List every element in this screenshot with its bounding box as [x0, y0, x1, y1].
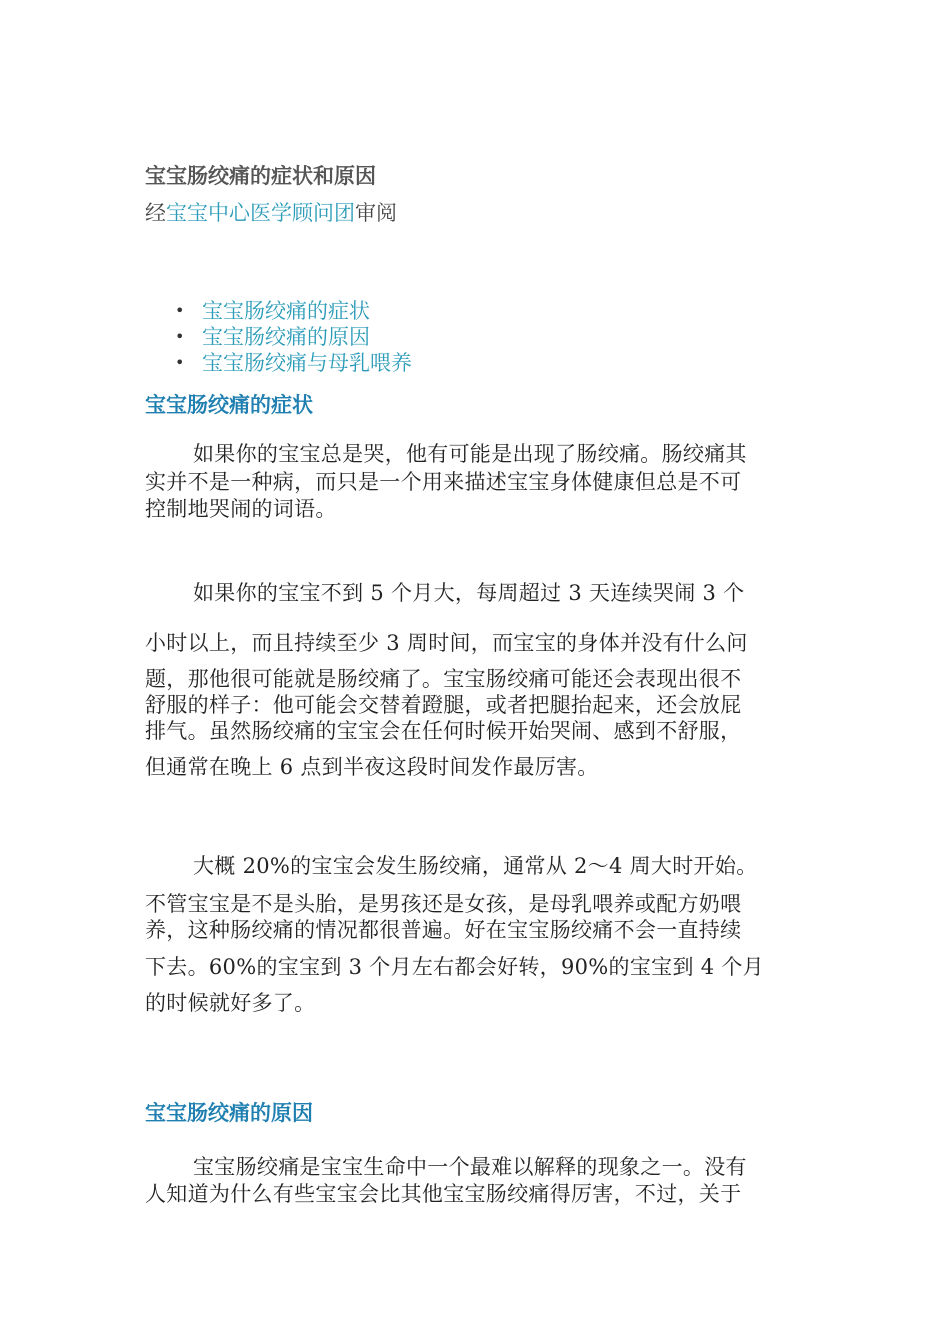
document-page	[145, 0, 807, 1344]
section-heading-symptoms: 宝宝肠绞痛的症状	[145, 393, 313, 417]
paragraph-line: 控制地哭闹的词语。	[145, 497, 337, 521]
toc-link[interactable]: 宝宝肠绞痛的原因	[202, 325, 370, 349]
bullet-icon: •	[175, 327, 185, 346]
paragraph-line: 大概 20%的宝宝会发生肠绞痛，通常从 2～4 周大时开始。	[193, 854, 758, 878]
paragraph-line: 不管宝宝是不是头胎，是男孩还是女孩，是母乳喂养或配方奶喂	[145, 892, 742, 916]
paragraph-line: 排气。虽然肠绞痛的宝宝会在任何时候开始哭闹、感到不舒服，	[145, 719, 742, 743]
paragraph-line: 宝宝肠绞痛是宝宝生命中一个最难以解释的现象之一。没有	[193, 1155, 747, 1179]
page-title: 宝宝肠绞痛的症状和原因	[145, 164, 376, 188]
review-line	[145, 197, 397, 227]
paragraph-line: 下去。60%的宝宝到 3 个月左右都会好转，90%的宝宝到 4 个月	[145, 955, 764, 979]
paragraph-line: 实并不是一种病，而只是一个用来描述宝宝身体健康但总是不可	[145, 470, 742, 494]
paragraph-line: 但通常在晚上 6 点到半夜这段时间发作最厉害。	[145, 755, 599, 779]
paragraph-line: 小时以上，而且持续至少 3 周时间，而宝宝的身体并没有什么问	[145, 631, 748, 655]
paragraph-line: 如果你的宝宝总是哭，他有可能是出现了肠绞痛。肠绞痛其	[193, 442, 747, 466]
paragraph-line: 题，那他很可能就是肠绞痛了。宝宝肠绞痛可能还会表现出很不	[145, 667, 742, 691]
table-of-contents	[175, 298, 412, 376]
toc-item-symptoms[interactable]	[175, 298, 412, 324]
paragraph-line: 舒服的样子：他可能会交替着蹬腿，或者把腿抬起来，还会放屁	[145, 693, 742, 717]
bullet-icon: •	[175, 301, 185, 320]
toc-link[interactable]: 宝宝肠绞痛与母乳喂养	[202, 351, 412, 375]
paragraph-line: 人知道为什么有些宝宝会比其他宝宝肠绞痛得厉害，不过，关于	[145, 1182, 742, 1206]
toc-link[interactable]: 宝宝肠绞痛的症状	[202, 299, 370, 323]
bullet-icon: •	[175, 353, 185, 372]
paragraph-line: 养，这种肠绞痛的情况都很普遍。好在宝宝肠绞痛不会一直持续	[145, 918, 742, 942]
review-prefix: 经	[145, 201, 166, 225]
paragraph-line: 的时候就好多了。	[145, 991, 316, 1015]
review-suffix: 审阅	[355, 201, 397, 225]
review-link[interactable]: 宝宝中心医学顾问团	[166, 201, 355, 225]
paragraph-line: 如果你的宝宝不到 5 个月大，每周超过 3 天连续哭闹 3 个	[193, 581, 745, 605]
toc-item-breastfeeding[interactable]	[175, 350, 412, 376]
toc-item-causes[interactable]	[175, 324, 412, 350]
section-heading-causes: 宝宝肠绞痛的原因	[145, 1101, 313, 1125]
